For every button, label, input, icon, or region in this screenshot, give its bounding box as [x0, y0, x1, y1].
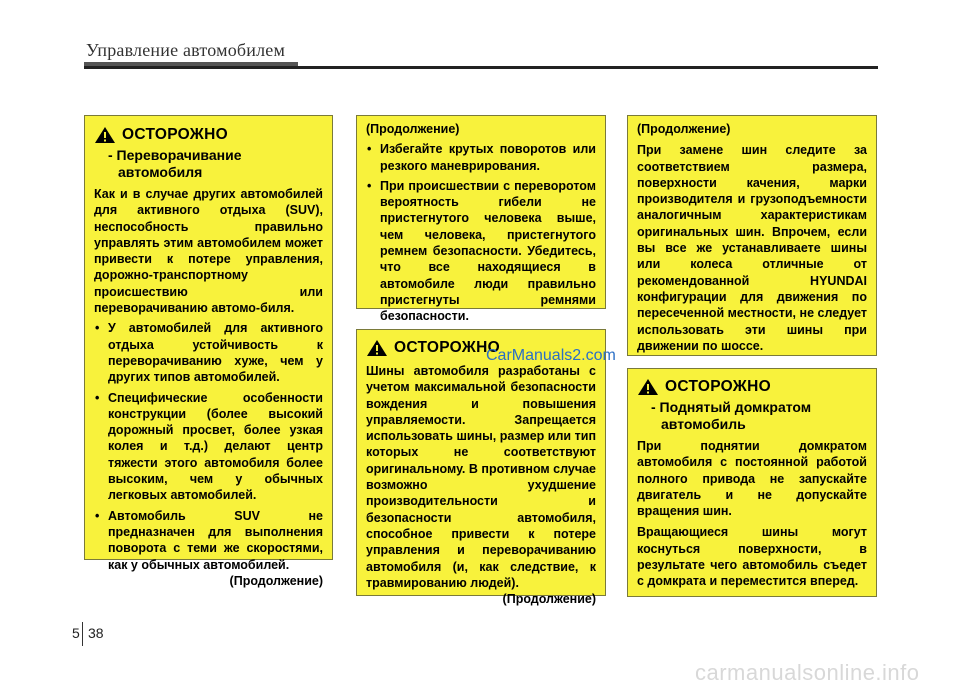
- continued-box-rollover: [356, 115, 606, 324]
- section-title: Управление автомобилем: [86, 40, 286, 60]
- warning-heading: [94, 125, 323, 145]
- warning-box-tires: [356, 329, 606, 607]
- page-number: 38: [88, 625, 104, 641]
- list-item: • Автомобиль SUV не предназначен для выполнения поворота с теми же скоростями, как у обычных автомобилей.: [94, 508, 323, 573]
- list-item: • У автомобилей для активного отдыха устойчивость к переворачиванию хуже, чем у других типов автомобилей.: [94, 320, 323, 385]
- continued-label: (Продолжение): [229, 573, 323, 588]
- warning-box-jack: [627, 368, 877, 597]
- warning-title: ОСТОРОЖНО: [122, 125, 228, 143]
- page-number-divider: [82, 622, 83, 646]
- list-item: • Специфические особенности конструкции (более высокий дорожный просвет, более узкая колея и т.д.) делают центр тяжести этого автомобиля более высоким, чем у обычных легковых автомобилей.: [94, 390, 323, 504]
- warning-paragraph: При поднятии домкратом автомобиля с постоянной работой полного привода не запускайте двигатель и не допускайте вращения шин.: [637, 439, 867, 519]
- warning-box-rollover: [84, 115, 333, 588]
- footer-watermark: carmanualsonline.info: [695, 660, 920, 685]
- warning-triangle-icon: [637, 378, 659, 396]
- warning-paragraph: Вращающиеся шины могут коснуться поверхности, в результате чего автомобиль съедет с домкрата и переместится вперед.: [637, 525, 867, 589]
- intro-paragraph: Как и в случае других автомобилей для активного отдыха (SUV), неспособность правильно управлять этим автомобилем может привести к потере управления, дорожно-транспортному происшествию или переворачиванию автомо-биля.: [94, 187, 323, 316]
- warning-heading: [637, 377, 867, 397]
- list-item: • При происшествии с переворотом вероятность гибели не пристегнутого человека выше, чем человека, пристегнутого ремнем безопасности. Убедитесь, что все находящиеся в автомобиле люди правильно пристегнуты ремнями безопасности.: [366, 178, 596, 325]
- warning-body: Шины автомобиля разработаны с учетом максимальной безопасности вождения и повышения управляемости. Запрещается использовать шины, размер или тип которых не соответствуют оригинальному. В противном случае возможно ухудшение производительности и безопасности автомобиля, способное привести к потере управления и переворачиванию автомобиля (и, как следствие, к травмированию людей).: [366, 364, 596, 590]
- warning-triangle-icon: [94, 126, 116, 144]
- continued-box-tires: [627, 115, 877, 356]
- header-rule: [84, 66, 878, 69]
- warning-triangle-icon: [366, 339, 388, 357]
- continued-heading: (Продолжение): [637, 122, 731, 136]
- warning-subtitle: - Поднятый домкратом автомобиль: [651, 399, 812, 432]
- warning-title: ОСТОРОЖНО: [665, 377, 771, 395]
- continued-label: (Продолжение): [502, 592, 596, 607]
- list-item: • Избегайте крутых поворотов или резкого маневрирования.: [366, 141, 596, 174]
- warning-subtitle: - Переворачивание автомобиля: [108, 147, 242, 180]
- section-number: 5: [72, 625, 80, 641]
- watermark-text: CarManuals2.com: [486, 347, 616, 364]
- continued-heading: (Продолжение): [366, 122, 460, 136]
- continued-body: При замене шин следите за соответствием размера, поверхности качения, марки производителя и грузоподъемности аналогичным характеристикам оригинальных шин. Впрочем, если вы все же устанавливаете шины или колеса отличные от рекомендованной HYUNDAI конфигурации для движения по пересеченной местности, не следует использовать эти шины при движении по шоссе.: [637, 143, 867, 353]
- warning-title: ОСТОРОЖНО: [394, 338, 500, 356]
